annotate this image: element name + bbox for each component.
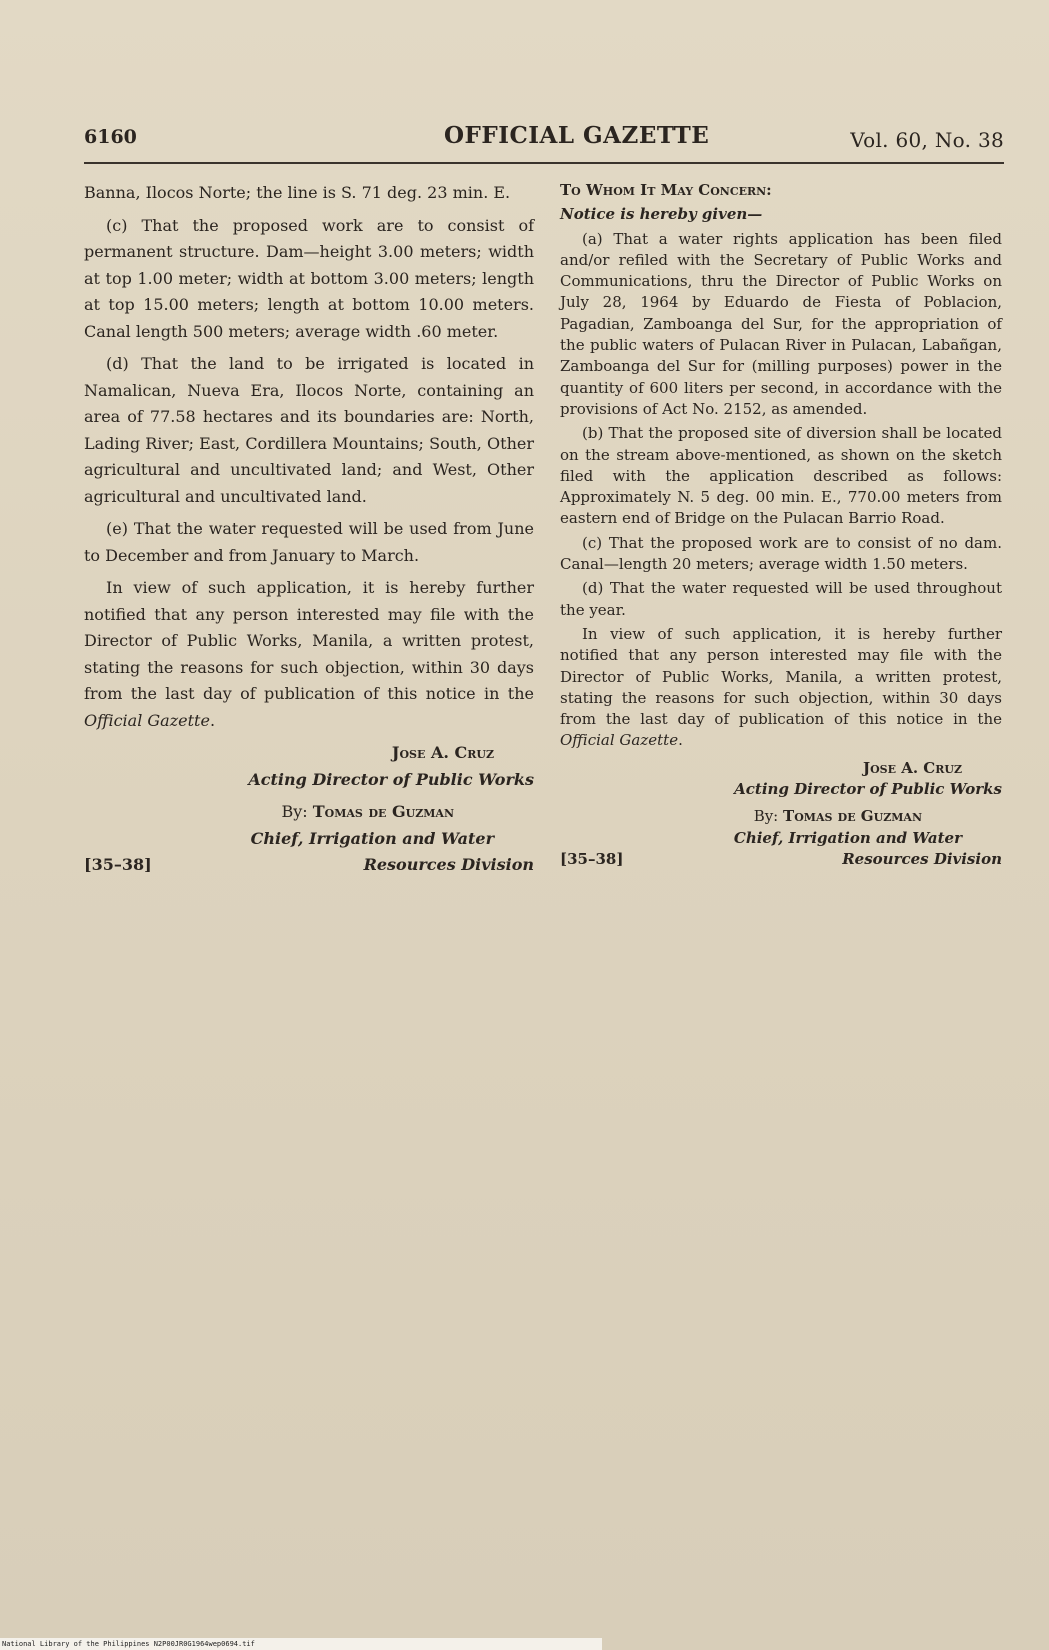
paragraph: (e) That the water requested will be used from June to December and from January to March. xyxy=(84,519,534,565)
page-number: 6160 xyxy=(84,126,137,148)
closing-text: In view of such application, it is hereby further notified that any person interested may file with the Director of Public Works, Manila, a written protest, stating the reasons for such objection, within 30 days from the last day of publication of this notice in the xyxy=(84,578,534,703)
signature-footer-row xyxy=(84,852,534,879)
publication-name: Official Gazette xyxy=(84,710,210,730)
volume-issue: Vol. 60, No. 38 xyxy=(850,128,1004,152)
publication-name: Official Gazette xyxy=(560,731,679,750)
signatory-title: Acting Director of Public Works xyxy=(734,780,1002,799)
punctuation: . xyxy=(209,710,216,730)
closing-paragraph xyxy=(560,624,1002,752)
paragraph: (a) That a water rights application has been filed and/or refiled with the Secretary of Public Works and Communications, thru the Director of Public Works on July 28, 1964 by Eduardo de Fiesta of Poblacion, Pagadian, Zamboanga del Sur, for the appropriation of the public waters of Pulacan River in Pulacan, Labañgan, Zamboanga del Sur for (milling purposes) power in the quantity of 600 liters per second, in accordance with the provisions of Act No. 2152, as amended. xyxy=(560,229,1002,418)
left-column xyxy=(84,180,534,879)
right-column xyxy=(560,180,1002,870)
signatory-title: Acting Director of Public Works xyxy=(248,769,534,789)
paragraph: (c) That the proposed work are to consist of permanent structure. Dam—height 3.00 meters; width at top 1.00 meter; width at bottom 3.00 meters; length at top 15.00 meters; length at bottom 10.00 meters. Canal length 500 meters; average width .60 meter. xyxy=(84,215,534,341)
by-name: Tomas de Guzman xyxy=(312,802,454,821)
header-rule xyxy=(84,162,1004,164)
by-name: Tomas de Guzman xyxy=(783,807,922,826)
signatory-name: Jose A. Cruz xyxy=(862,758,962,777)
signatory-name: Jose A. Cruz xyxy=(391,743,494,762)
by-label: By: xyxy=(281,802,308,821)
by-title: Chief, Irrigation and Water xyxy=(733,828,962,847)
publication-title: OFFICIAL GAZETTE xyxy=(444,122,710,149)
by-label: By: xyxy=(753,807,779,826)
division-name: Resources Division xyxy=(363,855,534,874)
issue-reference: [35–38] xyxy=(560,849,624,868)
signature-footer-row xyxy=(560,849,1002,870)
scan-source-caption: National Library of the Philippines N2P00JR0G1964wep0694.tif xyxy=(0,1638,602,1650)
division-name: Resources Division xyxy=(842,849,1002,868)
closing-text: In view of such application, it is hereby further notified that any person interested may file with the Director of Public Works, Manila, a written protest, stating the reasons for such objection, within 30 days from the last day of publication of this notice in the xyxy=(560,624,1002,729)
paragraph: Banna, Ilocos Norte; the line is S. 71 deg. 23 min. E. xyxy=(84,183,511,202)
by-title: Chief, Irrigation and Water xyxy=(250,828,494,848)
closing-paragraph xyxy=(84,575,534,734)
page-header xyxy=(84,120,1004,160)
signed-by xyxy=(560,806,922,827)
notice-intro: Notice is hereby given— xyxy=(560,205,763,224)
paragraph: (b) That the proposed site of diversion shall be located on the stream above-mentioned, as shown on the sketch filed with the application described as follows: Approximately N. 5 deg. 00 min. E., 770.00 meters from eastern end of Bridge on the Pulacan Barrio Road. xyxy=(560,424,1002,528)
issue-reference: [35–38] xyxy=(84,855,152,874)
paragraph: (d) That the water requested will be used throughout the year. xyxy=(560,579,1002,619)
salutation: To Whom It May Concern: xyxy=(560,181,772,199)
paragraph: (d) That the land to be irrigated is located in Namalican, Nueva Era, Ilocos Norte, containing an area of 77.58 hectares and its boundaries are: North, Lading River; East, Cordillera Mountains; South, Other agricultural and uncultivated land; and West, Other agricultural and uncultivated land. xyxy=(84,354,534,506)
paragraph: (c) That the proposed work are to consist of no dam. Canal—length 20 meters; average width 1.50 meters. xyxy=(560,533,1002,574)
signed-by xyxy=(84,799,454,826)
punctuation: . xyxy=(678,731,683,750)
